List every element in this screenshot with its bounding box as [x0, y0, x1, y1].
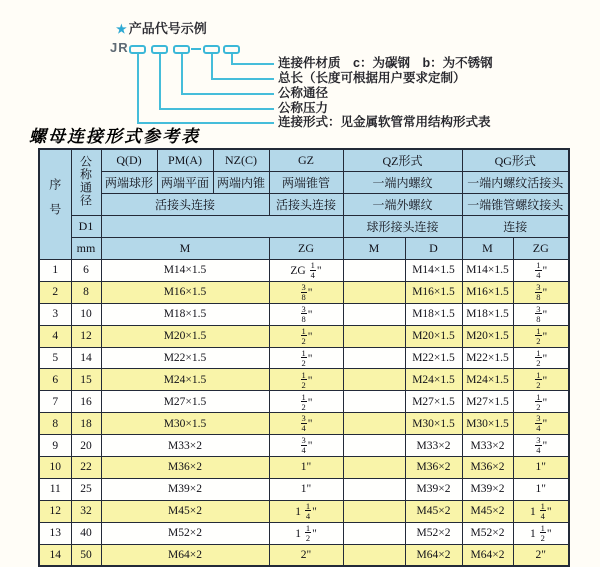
- cell-qz-m-value: [343, 369, 405, 391]
- header-qg-desc-1: 一端内螺纹活接头: [462, 172, 569, 194]
- table-row: [39, 478, 569, 500]
- cell-dn-mm: 14: [71, 347, 101, 369]
- cell-seq: 13: [39, 522, 71, 544]
- cell-seq: 2: [39, 281, 71, 303]
- table-row: [39, 325, 569, 347]
- cell-seq: 3: [39, 303, 71, 325]
- cell-qg-zg-value: $\frac{3}{4}$ ": [513, 413, 569, 435]
- cell-qz-m-value: [343, 281, 405, 303]
- header-pm-desc: 两端平面: [157, 172, 213, 194]
- cell-m-value: M20×1.5: [101, 325, 269, 347]
- table-body: [39, 260, 569, 567]
- cell-qz-m-value: [343, 391, 405, 413]
- cell-seq: 8: [39, 413, 71, 435]
- cell-m-value: M45×2: [101, 500, 269, 522]
- nut-connection-reference-table: [38, 148, 570, 567]
- header-qz-m-column: M: [343, 238, 405, 260]
- cell-m-value: M64×2: [101, 544, 269, 566]
- header-row-1: [39, 149, 569, 172]
- cell-qz-m-value: [343, 347, 405, 369]
- header-unit-mm: mm: [71, 238, 101, 260]
- table-row: [39, 544, 569, 566]
- label-connection-type: 连接形式：见金属软管常用结构形式表: [278, 115, 491, 129]
- cell-qz-m-value: [343, 500, 405, 522]
- cell-dn-mm: 12: [71, 325, 101, 347]
- table-row: [39, 413, 569, 435]
- cell-qz-m-value: [343, 457, 405, 479]
- table-row: [39, 347, 569, 369]
- cell-seq: 10: [39, 457, 71, 479]
- header-qz-connection: 球形接头连接: [343, 216, 462, 238]
- cell-qz-d-value: M39×2: [405, 478, 462, 500]
- cell-qg-m-value: M24×1.5: [462, 369, 513, 391]
- header-m-column: M: [101, 238, 269, 260]
- connector-line-connection: [137, 54, 274, 124]
- label-total-length: 总长（长度可根据用户要求定制）: [278, 71, 466, 85]
- cell-gz-zg-value: $\frac{3}{4}$ ": [269, 413, 343, 435]
- cell-qg-zg-value: 1 $\frac{1}{2}$ ": [513, 522, 569, 544]
- header-qg-connection: 连接: [462, 216, 569, 238]
- label-nominal-diameter: 公称通径: [278, 86, 329, 100]
- cell-gz-zg-value: $\frac{3}{8}$ ": [269, 281, 343, 303]
- header-row-4: [39, 216, 569, 238]
- star-icon: ★: [116, 22, 127, 36]
- cell-qz-m-value: [343, 478, 405, 500]
- cell-m-value: M36×2: [101, 457, 269, 479]
- cell-qz-d-value: M64×2: [405, 544, 462, 566]
- cell-qg-zg-value: 1 $\frac{1}{4}$ ": [513, 500, 569, 522]
- product-code-example-title: [116, 18, 207, 37]
- header-empty-cell: [101, 216, 343, 238]
- cell-qg-zg-value: $\frac{1}{4}$ ": [513, 260, 569, 282]
- cell-gz-zg-value: $\frac{1}{2}$ ": [269, 347, 343, 369]
- cell-qz-m-value: [343, 544, 405, 566]
- cell-qg-zg-value: $\frac{3}{8}$ ": [513, 281, 569, 303]
- cell-seq: 14: [39, 544, 71, 566]
- cell-m-value: M39×2: [101, 478, 269, 500]
- cell-qz-m-value: [343, 303, 405, 325]
- cell-qg-m-value: M52×2: [462, 522, 513, 544]
- cell-qg-zg-value: $\frac{1}{2}$ ": [513, 391, 569, 413]
- cell-qz-d-value: M14×1.5: [405, 260, 462, 282]
- cell-gz-zg-value: 1": [269, 457, 343, 479]
- cell-seq: 5: [39, 347, 71, 369]
- cell-qz-d-value: M52×2: [405, 522, 462, 544]
- code-placeholder-box-4: [203, 45, 220, 54]
- cell-qg-m-value: M64×2: [462, 544, 513, 566]
- cell-qg-zg-value: 1": [513, 457, 569, 479]
- cell-dn-mm: 32: [71, 500, 101, 522]
- header-nominal-diameter: 公称通径: [71, 149, 101, 216]
- cell-dn-mm: 6: [71, 260, 101, 282]
- header-qg-desc-2: 一端锥管螺纹接头: [462, 194, 569, 216]
- cell-qz-d-value: M33×2: [405, 435, 462, 457]
- label-nominal-pressure: 公称压力: [278, 101, 329, 115]
- header-qz-desc-1: 一端内螺纹: [343, 172, 462, 194]
- table-row: [39, 281, 569, 303]
- header-qz-d-column: D: [405, 238, 462, 260]
- cell-qz-d-value: M20×1.5: [405, 325, 462, 347]
- table-row: [39, 500, 569, 522]
- table-row: [39, 369, 569, 391]
- cell-qg-zg-value: $\frac{1}{2}$ ": [513, 347, 569, 369]
- cell-qg-m-value: M27×1.5: [462, 391, 513, 413]
- cell-qz-m-value: [343, 325, 405, 347]
- cell-dn-mm: 40: [71, 522, 101, 544]
- cell-dn-mm: 22: [71, 457, 101, 479]
- cell-m-value: M14×1.5: [101, 260, 269, 282]
- header-seq: 序号: [39, 149, 71, 260]
- cell-dn-mm: 18: [71, 413, 101, 435]
- cell-dn-mm: 50: [71, 544, 101, 566]
- cell-qg-m-value: M45×2: [462, 500, 513, 522]
- header-q-desc: 两端球形: [101, 172, 157, 194]
- header-d1: D1: [71, 216, 101, 238]
- table-title: 螺母连接形式参考表: [29, 127, 200, 147]
- cell-gz-zg-value: $\frac{1}{2}$ ": [269, 369, 343, 391]
- cell-dn-mm: 8: [71, 281, 101, 303]
- header-gz-desc: 两端锥管: [269, 172, 343, 194]
- header-nz-desc: 两端内锥: [213, 172, 269, 194]
- cell-dn-mm: 10: [71, 303, 101, 325]
- label-connector-material: 连接件材质 c：为碳钢 b：为不锈钢: [278, 56, 493, 70]
- cell-gz-zg-value: $\frac{1}{2}$ ": [269, 391, 343, 413]
- cell-gz-zg-value: 1": [269, 478, 343, 500]
- cell-m-value: M52×2: [101, 522, 269, 544]
- cell-gz-zg-value: 1 $\frac{1}{4}$ ": [269, 500, 343, 522]
- cell-qz-d-value: M30×1.5: [405, 413, 462, 435]
- header-qz-desc-2: 一端外螺纹: [343, 194, 462, 216]
- table-row: [39, 260, 569, 282]
- header-qg-zg-column: ZG: [513, 238, 569, 260]
- header-gz-connection: 活接头连接: [269, 194, 343, 216]
- code-placeholder-box-3: [173, 45, 190, 54]
- cell-qz-d-value: M24×1.5: [405, 369, 462, 391]
- cell-qz-d-value: M22×1.5: [405, 347, 462, 369]
- cell-qz-d-value: M27×1.5: [405, 391, 462, 413]
- cell-seq: 6: [39, 369, 71, 391]
- code-placeholder-box-1: [129, 45, 146, 54]
- cell-seq: 7: [39, 391, 71, 413]
- cell-qz-m-value: [343, 435, 405, 457]
- product-code-example-label: 产品代号示例: [128, 21, 207, 36]
- cell-m-value: M22×1.5: [101, 347, 269, 369]
- cell-m-value: M33×2: [101, 435, 269, 457]
- table-row: [39, 522, 569, 544]
- header-qg-m-column: M: [462, 238, 513, 260]
- cell-dn-mm: 15: [71, 369, 101, 391]
- cell-qg-m-value: M33×2: [462, 435, 513, 457]
- cell-qg-m-value: M14×1.5: [462, 260, 513, 282]
- header-nz-type: NZ(C): [213, 149, 269, 172]
- cell-qg-m-value: M20×1.5: [462, 325, 513, 347]
- cell-m-value: M16×1.5: [101, 281, 269, 303]
- cell-dn-mm: 16: [71, 391, 101, 413]
- cell-qg-zg-value: $\frac{1}{2}$ ": [513, 369, 569, 391]
- cell-m-value: M24×1.5: [101, 369, 269, 391]
- cell-qg-zg-value: $\frac{3}{4}$ ": [513, 435, 569, 457]
- cell-qz-d-value: M18×1.5: [405, 303, 462, 325]
- cell-gz-zg-value: ZG $\frac{1}{4}$ ": [269, 260, 343, 282]
- cell-dn-mm: 20: [71, 435, 101, 457]
- cell-qg-zg-value: $\frac{1}{2}$ ": [513, 325, 569, 347]
- cell-gz-zg-value: $\frac{1}{2}$ ": [269, 325, 343, 347]
- cell-gz-zg-value: $\frac{3}{4}$ ": [269, 435, 343, 457]
- header-zg-column: ZG: [269, 238, 343, 260]
- cell-seq: 4: [39, 325, 71, 347]
- header-row-3: [39, 194, 569, 216]
- cell-qg-m-value: M39×2: [462, 478, 513, 500]
- product-code-prefix: JR: [110, 40, 129, 55]
- cell-qz-d-value: M16×1.5: [405, 281, 462, 303]
- cell-gz-zg-value: 2": [269, 544, 343, 566]
- header-union-connection: 活接头连接: [101, 194, 269, 216]
- cell-qg-zg-value: 2": [513, 544, 569, 566]
- cell-seq: 9: [39, 435, 71, 457]
- table-row: [39, 303, 569, 325]
- header-row-5: [39, 238, 569, 260]
- cell-qg-m-value: M18×1.5: [462, 303, 513, 325]
- cell-qz-m-value: [343, 260, 405, 282]
- cell-m-value: M30×1.5: [101, 413, 269, 435]
- cell-gz-zg-value: 1 $\frac{1}{2}$ ": [269, 522, 343, 544]
- cell-qz-d-value: M45×2: [405, 500, 462, 522]
- cell-m-value: M27×1.5: [101, 391, 269, 413]
- cell-seq: 11: [39, 478, 71, 500]
- header-gz-type: GZ: [269, 149, 343, 172]
- cell-qz-m-value: [343, 413, 405, 435]
- cell-seq: 12: [39, 500, 71, 522]
- cell-seq: 1: [39, 260, 71, 282]
- header-qz-type: QZ形式: [343, 149, 462, 172]
- header-row-2: [39, 172, 569, 194]
- cell-qg-zg-value: $\frac{3}{8}$ ": [513, 303, 569, 325]
- cell-qg-zg-value: 1": [513, 478, 569, 500]
- header-q-type: Q(D): [101, 149, 157, 172]
- cell-qz-m-value: [343, 522, 405, 544]
- table-row: [39, 435, 569, 457]
- code-placeholder-box-5: [223, 45, 240, 54]
- code-dash-separator: [191, 48, 201, 50]
- cell-qg-m-value: M22×1.5: [462, 347, 513, 369]
- cell-qg-m-value: M16×1.5: [462, 281, 513, 303]
- header-qg-type: QG形式: [462, 149, 569, 172]
- code-placeholder-box-2: [151, 45, 168, 54]
- table-row: [39, 457, 569, 479]
- table-row: [39, 391, 569, 413]
- cell-qg-m-value: M30×1.5: [462, 413, 513, 435]
- header-pm-type: PM(A): [157, 149, 213, 172]
- cell-qg-m-value: M36×2: [462, 457, 513, 479]
- cell-m-value: M18×1.5: [101, 303, 269, 325]
- cell-qz-d-value: M36×2: [405, 457, 462, 479]
- cell-gz-zg-value: $\frac{3}{8}$ ": [269, 303, 343, 325]
- cell-dn-mm: 25: [71, 478, 101, 500]
